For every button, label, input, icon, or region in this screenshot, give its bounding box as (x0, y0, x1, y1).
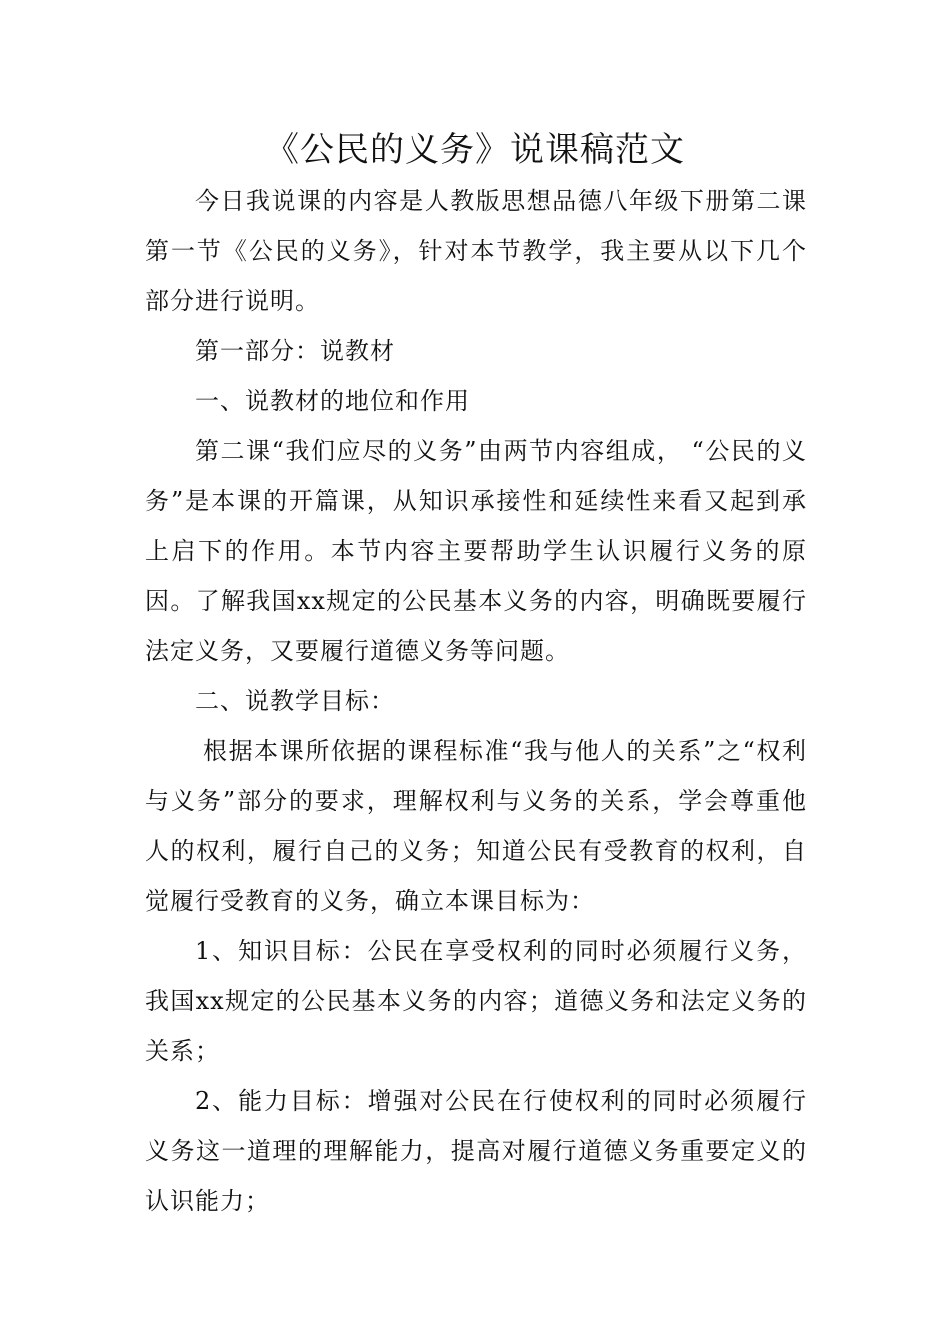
paragraph-curriculum-standard: 根据本课所依据的课程标准“我与他人的关系”之“权利与义务”部分的要求，理解权利与义务的关系，学会尊重他人的权利，履行自己的义务；知道公民有受教育的权利，自觉履行受教育的义务，确立本课目标为： (145, 737, 807, 915)
paragraph-knowledge-goal: 1、知识目标：公民在享受权利的同时必须履行义务，我国xx规定的公民基本义务的内容；道德义务和法定义务的关系； (145, 937, 807, 1065)
document-body (145, 176, 807, 1226)
paragraph-textbook-role: 第二课“我们应尽的义务”由两节内容组成， “公民的义务”是本课的开篇课，从知识承接性和延续性来看又起到承上启下的作用。本节内容主要帮助学生认识履行义务的原因。了解我国xx规定的公民基本义务的内容，明确既要履行法定义务，又要履行道德义务等问题。 (145, 437, 807, 665)
document-title: 《公民的义务》说课稿范文 (265, 130, 685, 170)
paragraph-section-one-heading: 一、说教材的地位和作用 (195, 387, 470, 415)
paragraph-part-one-heading: 第一部分：说教材 (195, 337, 395, 365)
paragraph-ability-goal: 2、能力目标：增强对公民在行使权利的同时必须履行义务这一道理的理解能力，提高对履行道德义务重要定义的认识能力； (145, 1087, 807, 1215)
paragraph-section-two-heading: 二、说教学目标： (195, 687, 395, 715)
paragraph-intro: 今日我说课的内容是人教版思想品德八年级下册第二课第一节《公民的义务》，针对本节教学，我主要从以下几个部分进行说明。 (145, 187, 807, 315)
